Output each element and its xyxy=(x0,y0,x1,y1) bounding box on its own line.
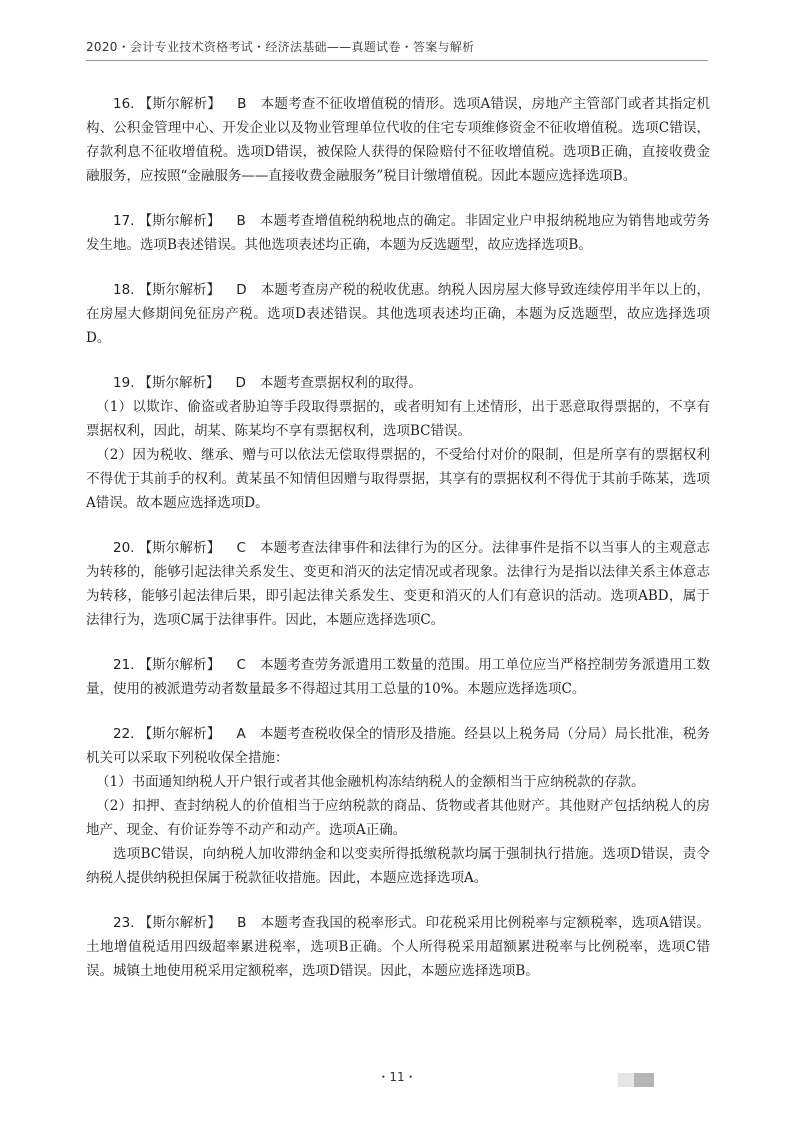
analysis-item xyxy=(86,653,710,701)
page-corner-mark-light xyxy=(618,1073,634,1087)
analysis-item xyxy=(86,911,710,983)
running-header: 2020・会计专业技术资格考试・经济法基础——真题试卷・答案与解析 xyxy=(86,40,475,54)
analysis-tag: 【斯尔解析】 xyxy=(138,726,221,742)
analysis-tag: 【斯尔解析】 xyxy=(138,657,221,673)
answer-letter: A xyxy=(236,726,246,742)
analysis-paragraph xyxy=(86,911,710,983)
answer-letter: B xyxy=(236,213,246,229)
analysis-text: 本题考查我国的税率形式。印花税采用比例税率与定额税率，选项A错误。土地增值税适用四级超率累进税率，选项B正确。个人所得税采用超额累进税率与比例税率，选项C错误。城镇土地使用税采用定额税率，选项D错误。因此，本题应选择选项B。 xyxy=(86,915,711,979)
analysis-paragraph xyxy=(86,722,710,770)
question-number: 20. xyxy=(113,540,135,556)
analysis-paragraph xyxy=(86,371,710,395)
analysis-text: 本题考查税收保全的情形及措施。经县以上税务局（分局）局长批准，税务机关可以采取下列税收保全措施： xyxy=(86,726,711,766)
analysis-text: 本题考查增值税纳税地点的确定。非固定业户申报纳税地应为销售地或劳务发生地。选项B表述错误。其他选项表述均正确，本题为反选题型，故应选择选项B。 xyxy=(86,213,711,253)
answer-letter: B xyxy=(237,96,247,112)
analysis-tag: 【斯尔解析】 xyxy=(138,96,222,112)
question-number: 23. xyxy=(113,915,135,931)
page-number: ・11・ xyxy=(377,1070,417,1084)
analysis-text: 本题考查不征收增值税的情形。选项A错误，房地产主管部门或者其指定机构、公积金管理中心、开发企业以及物业管理单位代收的住宅专项维修资金不征收增值税。选项C错误，存款利息不征收增值税。选项D错误，被保险人获得的保险赔付不征收增值税。选项B正确，直接收费金融服务，应按照“金融服务——直接收费金融服务”税目计缴增值税。因此本题应选择选项B。 xyxy=(86,96,711,184)
analysis-item xyxy=(86,536,710,632)
analysis-text: 本题考查劳务派遣用工数量的范围。用工单位应当严格控制劳务派遣用工数量，使用的被派遣劳动者数量最多不得超过其用工总量的10%。本题应选择选项C。 xyxy=(86,657,711,697)
analysis-paragraph xyxy=(86,278,710,350)
analysis-item xyxy=(86,278,710,350)
question-number: 18. xyxy=(113,282,135,298)
analysis-item xyxy=(86,92,710,188)
header-divider xyxy=(86,60,708,61)
question-number: 21. xyxy=(113,657,135,673)
question-number: 16. xyxy=(113,96,135,112)
analysis-tag: 【斯尔解析】 xyxy=(138,213,221,229)
answer-letter: B xyxy=(237,915,247,931)
analysis-item xyxy=(86,209,710,257)
analysis-tag: 【斯尔解析】 xyxy=(138,540,221,556)
analysis-tag: 【斯尔解析】 xyxy=(138,375,220,391)
analysis-paragraph xyxy=(86,653,710,701)
answer-analysis-list xyxy=(86,92,710,1004)
analysis-sub-paragraph: （2）扣押、查封纳税人的价值相当于应纳税款的商品、货物或者其他财产。其他财产包括纳税人的房地产、现金、有价证券等不动产和动产。选项A正确。 xyxy=(86,798,710,838)
analysis-paragraph xyxy=(86,92,710,188)
answer-letter: D xyxy=(235,375,246,391)
answer-letter: C xyxy=(236,657,246,673)
analysis-tag: 【斯尔解析】 xyxy=(138,282,221,298)
analysis-text: 本题考查房产税的税收优惠。纳税人因房屋大修导致连续停用半年以上的，在房屋大修期间免征房产税。选项D表述错误。其他选项表述均正确，本题为反选题型，故应选择选项D。 xyxy=(86,282,711,346)
analysis-sub-paragraph: （1）以欺诈、偷盗或者胁迫等手段取得票据的，或者明知有上述情形，出于恶意取得票据的，不享有票据权利，因此，胡某、陈某均不享有票据权利，选项BC错误。 xyxy=(86,399,710,439)
analysis-sub-paragraph: （2）因为税收、继承、赠与可以依法无偿取得票据的，不受给付对价的限制，但是所享有的票据权利不得优于其前手的权利。黄某虽不知情但因赠与取得票据，其享有的票据权利不得优于其前手陈某，选项A错误。故本题应选择选项D。 xyxy=(86,447,710,511)
analysis-text: 本题考查法律事件和法律行为的区分。法律事件是指不以当事人的主观意志为转移的，能够引起法律关系发生、变更和消灭的法定情况或者现象。法律行为是指以法律关系主体意志为转移，能够引起法律后果，即引起法律关系发生、变更和消灭的人们有意识的活动。选项ABD，属于法律行为，选项C属于法律事件。因此，本题应选择选项C。 xyxy=(86,540,711,628)
answer-letter: D xyxy=(236,282,247,298)
analysis-text: 本题考查票据权利的取得。 xyxy=(259,375,422,391)
analysis-sub-paragraph: （1）书面通知纳税人开户银行或者其他金融机构冻结纳税人的金额相当于应纳税款的存款。 xyxy=(96,774,645,790)
page-corner-mark-dark xyxy=(634,1073,654,1087)
analysis-tag: 【斯尔解析】 xyxy=(138,915,222,931)
answer-letter: C xyxy=(236,540,246,556)
analysis-paragraph xyxy=(86,536,710,632)
analysis-paragraph xyxy=(86,209,710,257)
question-number: 17. xyxy=(113,213,135,229)
analysis-item xyxy=(86,371,710,515)
question-number: 19. xyxy=(113,375,135,391)
analysis-item xyxy=(86,722,710,890)
question-number: 22. xyxy=(113,726,135,742)
analysis-sub-paragraph: 选项BC错误，向纳税人加收滞纳金和以变卖所得抵缴税款均属于强制执行措施。选项D错误，责令纳税人提供纳税担保属于税款征收措施。因此，本题应选择选项A。 xyxy=(86,846,710,886)
